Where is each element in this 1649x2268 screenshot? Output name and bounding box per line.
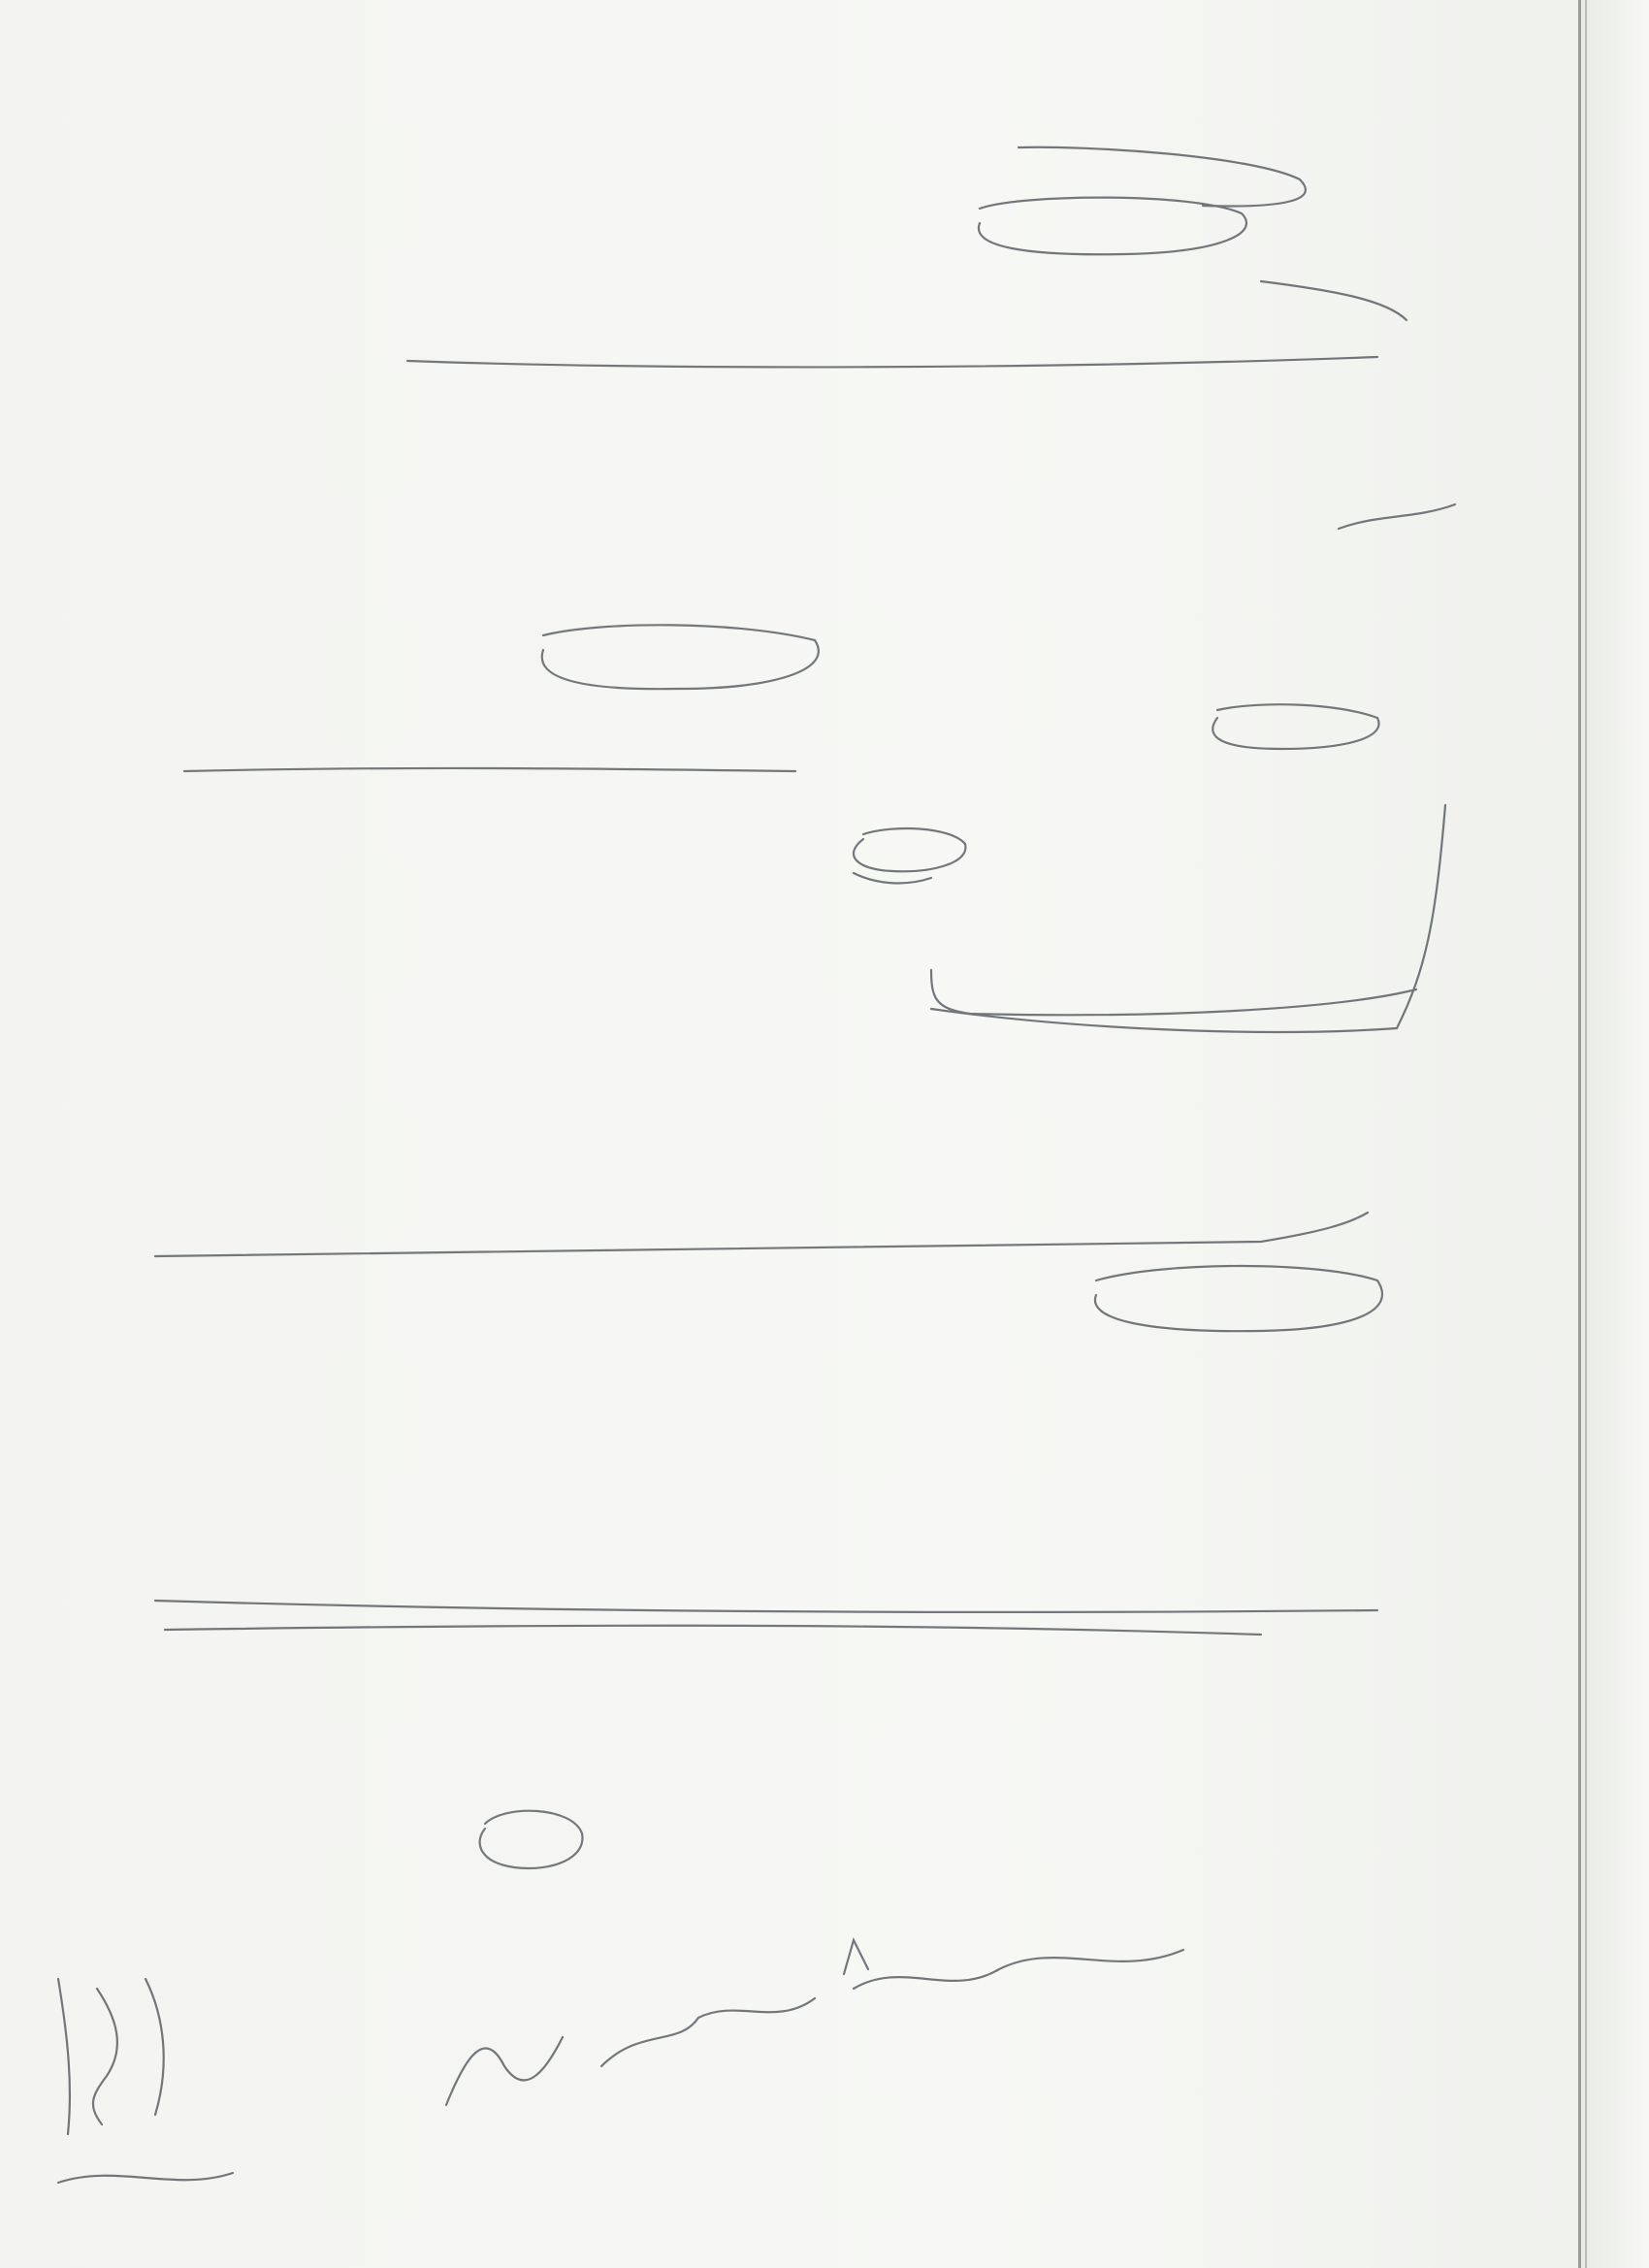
note-margin-right-top: [1339, 504, 1455, 529]
underline-fluids: [1261, 281, 1406, 320]
bracket-biconcave: [931, 805, 1445, 1032]
note-bottom-line-3: [854, 1950, 1183, 1989]
underline-blood-osmotic: [1018, 147, 1306, 207]
strike-hemoglobin-line: [155, 1213, 1368, 1256]
page-edge-line: [1585, 0, 1587, 2268]
page-edge-shadow: [1578, 0, 1649, 2268]
circle-diameter: [854, 828, 965, 871]
circle-98-percent: [480, 1811, 583, 1868]
underline-concave: [184, 768, 795, 771]
margin-hb-paren: [146, 1979, 164, 2115]
circle-specialization: [542, 625, 819, 689]
note-arrow-up: [844, 1940, 868, 1974]
margin-scribble-left: [58, 1979, 70, 2134]
circle-chemical-balance: [979, 198, 1246, 255]
body-text: [146, 136, 1387, 144]
note-bottom-line-2: [601, 1998, 815, 2066]
margin-bottom-squiggle: [58, 2173, 233, 2183]
bracket-gas-exchange: [931, 970, 1416, 1015]
note-7um: [854, 873, 931, 883]
circle-no-divide: [1212, 704, 1378, 749]
underline-globin: [155, 1601, 1377, 1612]
underline-colloid: [407, 357, 1377, 367]
underline-globin-2: [165, 1626, 1261, 1635]
note-bottom-line-1: [446, 2037, 563, 2105]
circle-hemoglobin: [1095, 1266, 1382, 1331]
margin-hb-b: [93, 1989, 117, 2124]
